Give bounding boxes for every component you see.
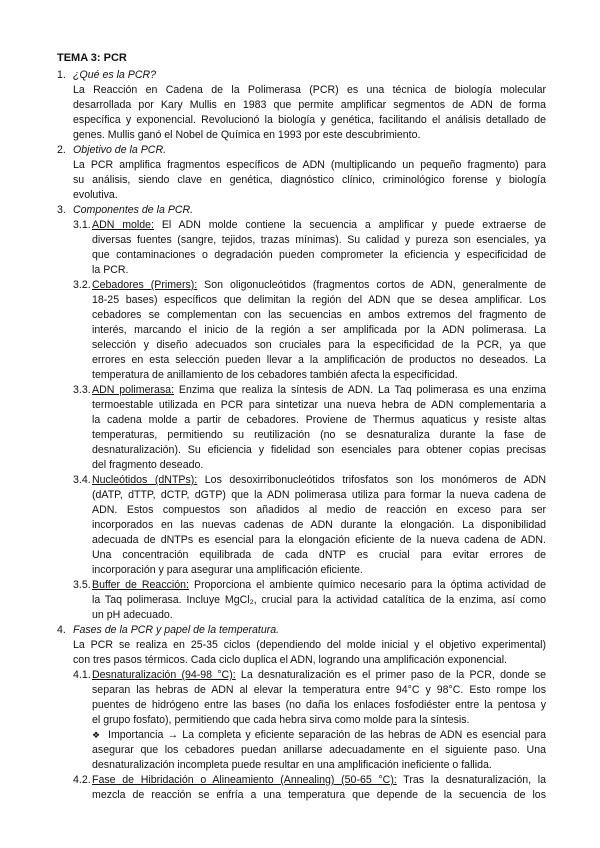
- subsection-3-2-line: interés, marcando el inicio de la región a ser amplificada por la ADN polimerasa. La: [92, 324, 546, 336]
- subsection-3-1-text: El ADN molde contiene la secuencia a amplificar y puede extraerse de: [154, 219, 546, 231]
- subsection-3-4-line: adecuada de dNTPs es esencial para la elongación eficiente de la nueva cadena de ADN.: [92, 534, 546, 546]
- subsection-3-3-line: desnaturalización). Su eficiencia y fidelidad son esenciales para obtener copias precisas: [92, 444, 546, 456]
- subsection-3-2-label: Cebadores (Primers):: [92, 279, 198, 291]
- subsection-4-1-line: el grupo fosfato), permitiendo que cada hebra sirva como molde para la síntesis.: [92, 714, 470, 726]
- subsection-3-3-line: termoestable utilizada en PCR para sintetizar una nueva hebra de ADN complementaria a: [92, 399, 546, 411]
- subsection-3-1-line: diversas fuentes (sangre, tejidos, trazas mínimas). Su calidad y pureza son esenciales, ya: [92, 234, 546, 246]
- section-2-number: 2.: [57, 144, 66, 156]
- section-1-line: específica y exponencial. Revolucionó la biología y genética, facilitando el análisis detallado de: [73, 114, 546, 126]
- subsection-4-1-number: 4.1.: [73, 669, 91, 681]
- subsection-3-4-text: Los desoxirribonucleótidos trifosfatos son los monómeros de ADN: [197, 474, 546, 486]
- section-3-number: 3.: [57, 204, 66, 216]
- subsection-4-2-label: Fase de Hibridación o Alineamiento (Annealing) (50-65 °C):: [92, 774, 397, 786]
- subsection-4-1-text: La desnaturalización es el primer paso de la PCR, donde se: [235, 669, 546, 681]
- section-3-heading: Componentes de la PCR.: [73, 204, 194, 216]
- section-1-line: desarrollada por Kary Mullis en 1983 que permite amplificar segmentos de ADN de forma: [73, 99, 546, 111]
- subsection-3-3-line: del fragmento deseado.: [92, 459, 204, 471]
- subsection-3-1-line: que contaminaciones o degradación pueden comprometer la eficiencia y especificidad de: [92, 249, 546, 261]
- subsection-3-2-text: Son oligonucleótidos (fragmentos cortos de ADN, generalmente de: [197, 279, 546, 291]
- page-title: TEMA 3: PCR: [57, 52, 127, 64]
- subsection-3-2-number: 3.2.: [73, 279, 91, 291]
- subsection-4-2-text: Tras la desnaturalización, la: [396, 774, 546, 786]
- subsection-4-1-line: puentes de hidrógeno entre las bases (no daña los enlaces fosfodiéster entre la pentosa y: [92, 699, 546, 711]
- section-4-line: con tres pasos térmicos. Cada ciclo duplica el ADN, logrando una amplificación exponencial.: [73, 654, 507, 666]
- bullet-first-line: Importancia → La completa y eficiente separación de las hebras de ADN es esencial para: [108, 729, 546, 741]
- subsection-3-3-line: la cadena molde a partir de cebadores. Proviene de Thermus aquaticus y resiste altas: [92, 414, 546, 426]
- section-2-line: evolutiva.: [73, 189, 118, 201]
- subsection-3-5-line: un pH adecuado.: [92, 609, 173, 621]
- bullet-icon: ❖: [92, 730, 101, 740]
- subsection-3-3-first-line: [92, 384, 546, 397]
- subsection-3-3-line: temperaturas, permitiendo su reutilización (no se desnaturaliza durante la fase de: [92, 429, 546, 441]
- subsection-3-1-line: la PCR.: [92, 264, 129, 276]
- subsection-4-1-label: Desnaturalización (94-98 °C):: [92, 669, 236, 681]
- subsection-4-1-line: separan las hebras de ADN al elevar la temperatura entre 94°C y 98°C. Esto rompe los: [92, 684, 546, 696]
- section-4-line: La PCR se realiza en 25-35 ciclos (dependiendo del molde inicial y el objetivo experimental): [73, 639, 546, 651]
- subsection-3-1-label: ADN molde:: [92, 219, 154, 231]
- subsection-3-5-line: la Taq polimerasa. Incluye MgCl₂, crucial para la actividad catalítica de la enzima, así como: [92, 594, 546, 606]
- subsection-3-2-first-line: [92, 279, 546, 292]
- subsection-4-2-line: mezcla de reacción se enfría a una temperatura que depende de la secuencia de los: [92, 789, 546, 801]
- subsection-3-4-line: Una concentración equilibrada de cada dNTP es crucial para evitar errores de: [92, 549, 546, 561]
- subsection-3-3-label: ADN polimerasa:: [92, 384, 175, 396]
- subsection-4-2-first-line: [92, 774, 546, 787]
- section-1-line: La Reacción en Cadena de la Polimerasa (PCR) es una técnica de biología molecular: [73, 84, 546, 96]
- bullet-line: asegurar que los cebadores puedan anillarse adecuadamente en el siguiente paso. Una: [92, 744, 546, 756]
- subsection-3-3-number: 3.3.: [73, 384, 91, 396]
- subsection-3-4-line: incorporados en las nuevas cadenas de ADN durante la elongación. La disponibilidad: [92, 519, 546, 531]
- section-4-number: 4.: [57, 624, 66, 636]
- section-1-line: genes. Mullis ganó el Nobel de Química en 1993 por este descubrimiento.: [73, 129, 421, 141]
- subsection-3-1-first-line: [92, 219, 546, 232]
- subsection-3-2-line: errores en esta selección pueden llevar a la amplificación de productos no deseados. La: [92, 354, 546, 366]
- subsection-3-2-line: selección y diseño adecuados son cruciales para la especificidad de la PCR, ya que: [92, 339, 546, 351]
- section-1-heading: ¿Qué es la PCR?: [73, 69, 157, 81]
- subsection-3-5-text: Proporciona el ambiente químico necesario para la óptima actividad de: [189, 579, 546, 591]
- subsection-4-2-number: 4.2.: [73, 774, 91, 786]
- subsection-3-2-line: temperatura de anillamiento de los cebadores también afecta la especificidad.: [92, 369, 458, 381]
- subsection-3-4-line: incorporación y para asegurar una amplificación eficiente.: [92, 564, 363, 576]
- subsection-3-4-line: (dATP, dTTP, dCTP, dGTP) que la ADN polimerasa utiliza para formar la nueva cadena de: [92, 489, 546, 501]
- section-2-line: su análisis, siendo clave en genética, diagnóstico clínico, criminológico forense y biología: [73, 174, 546, 186]
- subsection-3-5-number: 3.5.: [73, 579, 91, 591]
- subsection-3-4-line: ADN. Estos compuestos son añadidos al medio de reacción en exceso para ser: [92, 504, 546, 516]
- section-2-line: La PCR amplifica fragmentos específicos de ADN (multiplicando un pequeño fragmento) para: [73, 159, 546, 171]
- subsection-3-4-number: 3.4.: [73, 474, 91, 486]
- subsection-3-5-first-line: [92, 579, 546, 592]
- subsection-3-2-line: 18-25 bases) específicos que delimitan la región del ADN que se desea amplificar. Los: [92, 294, 546, 306]
- section-2-heading: Objetivo de la PCR.: [73, 144, 167, 156]
- subsection-3-5-label: Buffer de Reacción:: [92, 579, 189, 591]
- section-4-heading: Fases de la PCR y papel de la temperatura.: [73, 624, 280, 636]
- subsection-3-3-text: Enzima que realiza la síntesis de ADN. La Taq polimerasa es una enzima: [174, 384, 546, 396]
- subsection-3-4-label: Nucleótidos (dNTPs):: [92, 474, 198, 486]
- subsection-3-1-number: 3.1.: [73, 219, 91, 231]
- bullet-line: desnaturalización incompleta puede resultar en una amplificación ineficiente o fallida.: [92, 759, 492, 771]
- subsection-3-4-first-line: [92, 474, 546, 487]
- section-1-number: 1.: [57, 69, 66, 81]
- subsection-4-1-first-line: [92, 669, 546, 682]
- subsection-3-2-line: cebadores se complementan con las secuencias en ambos extremos del fragmento de: [92, 309, 546, 321]
